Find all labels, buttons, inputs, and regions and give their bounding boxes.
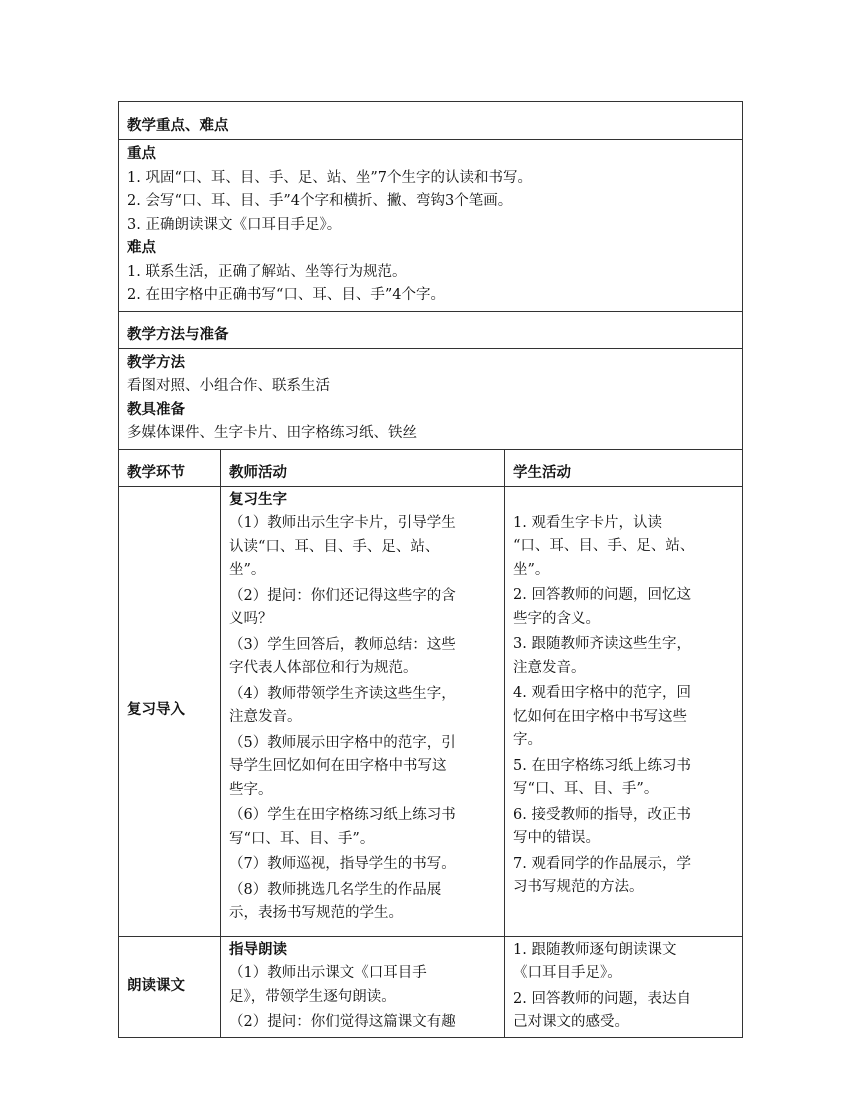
key-point-item: 1. 巩固“口、耳、目、手、足、站、坐”7个生字的认读和书写。 bbox=[127, 169, 532, 186]
difficulty-item: 2. 在田字格中正确书写“口、耳、目、手”4个字。 bbox=[127, 287, 445, 303]
method-section-body-row bbox=[119, 348, 743, 449]
student-step: 1. 观看生字卡片，认读 “口、耳、目、手、足、站、 坐”。 bbox=[513, 514, 695, 578]
teacher-step: （4）教师带领学生齐读这些生字， 注意发音。 bbox=[229, 685, 456, 725]
activity-row-reading bbox=[119, 936, 743, 1037]
teacher-step: （2）提问：你们还记得这些字的含 义吗？ bbox=[229, 587, 456, 627]
teacher-step: （7）教师巡视，指导学生的书写。 bbox=[229, 856, 456, 872]
student-step: 2. 回答教师的问题，回忆这 些字的含义。 bbox=[513, 587, 691, 627]
student-step: 2. 回答教师的问题，表达自 己对课文的感受。 bbox=[513, 990, 691, 1030]
stage-label: 朗读课文 bbox=[127, 977, 185, 994]
teacher-activity-title: 复习生字 bbox=[229, 491, 287, 508]
focus-section-title: 教学重点、难点 bbox=[127, 118, 229, 134]
tools-label: 教具准备 bbox=[127, 401, 185, 418]
focus-section-header-row bbox=[119, 102, 743, 140]
teacher-step: （3）学生回答后，教师总结：这些 字代表人体部位和行为规范。 bbox=[229, 636, 456, 676]
teacher-step: （1）教师出示生字卡片，引导学生 认读“口、耳、目、手、足、站、 坐”。 bbox=[229, 515, 456, 578]
key-point-item: 2. 会写“口、耳、目、手”4个字和横折、撇、弯钩3个笔画。 bbox=[127, 193, 513, 209]
student-step: 3. 跟随教师齐读这些生字， 注意发音。 bbox=[513, 636, 691, 676]
student-step: 5. 在田字格练习纸上练习书 写“口、耳、目、手”。 bbox=[513, 757, 691, 797]
lesson-plan-table bbox=[118, 101, 743, 1038]
method-text: 看图对照、小组合作、联系生活 bbox=[127, 378, 330, 394]
student-step: 6. 接受教师的指导，改正书 写中的错误。 bbox=[513, 806, 691, 846]
activity-table-header-row bbox=[119, 449, 743, 486]
column-header-teacher: 教师活动 bbox=[229, 464, 287, 481]
column-header-student: 学生活动 bbox=[513, 464, 571, 481]
teacher-step: （2）提问：你们觉得这篇课文有趣 bbox=[229, 1014, 456, 1030]
difficulty-label: 难点 bbox=[127, 240, 156, 256]
student-step: 1. 跟随教师逐句朗读课文 《口耳目手足》。 bbox=[513, 941, 677, 981]
teacher-step: （8）教师挑选几名学生的作品展 示，表扬书写规范的学生。 bbox=[229, 881, 442, 921]
method-section-header-row bbox=[119, 311, 743, 348]
student-step: 4. 观看田字格中的范字，回 忆如何在田字格中书写这些 字。 bbox=[513, 685, 691, 748]
key-point-item: 3. 正确朗读课文《口耳目手足》。 bbox=[127, 216, 342, 233]
activity-row-review bbox=[119, 486, 743, 936]
stage-label: 复习导入 bbox=[127, 702, 185, 719]
difficulty-item: 1. 联系生活，正确了解站、坐等行为规范。 bbox=[127, 263, 407, 280]
key-points-label: 重点 bbox=[127, 146, 156, 162]
tools-text: 多媒体课件、生字卡片、田字格练习纸、铁丝 bbox=[127, 425, 417, 441]
student-step: 7. 观看同学的作品展示，学 习书写规范的方法。 bbox=[513, 855, 691, 895]
teacher-activity-title: 指导朗读 bbox=[229, 941, 287, 958]
column-header-stage: 教学环节 bbox=[127, 464, 185, 481]
teacher-step: （5）教师展示田字格中的范字，引 导学生回忆如何在田字格中书写这 些字。 bbox=[229, 734, 456, 798]
teacher-step: （1）教师出示课文《口耳目手 足》，带领学生逐句朗读。 bbox=[229, 965, 427, 1005]
method-section-title: 教学方法与准备 bbox=[127, 326, 229, 343]
teacher-step: （6）学生在田字格练习纸上练习书 写“口、耳、目、手”。 bbox=[229, 807, 456, 847]
lesson-plan-document bbox=[118, 101, 742, 1038]
focus-section-body-row bbox=[119, 140, 743, 312]
method-label: 教学方法 bbox=[127, 354, 185, 371]
